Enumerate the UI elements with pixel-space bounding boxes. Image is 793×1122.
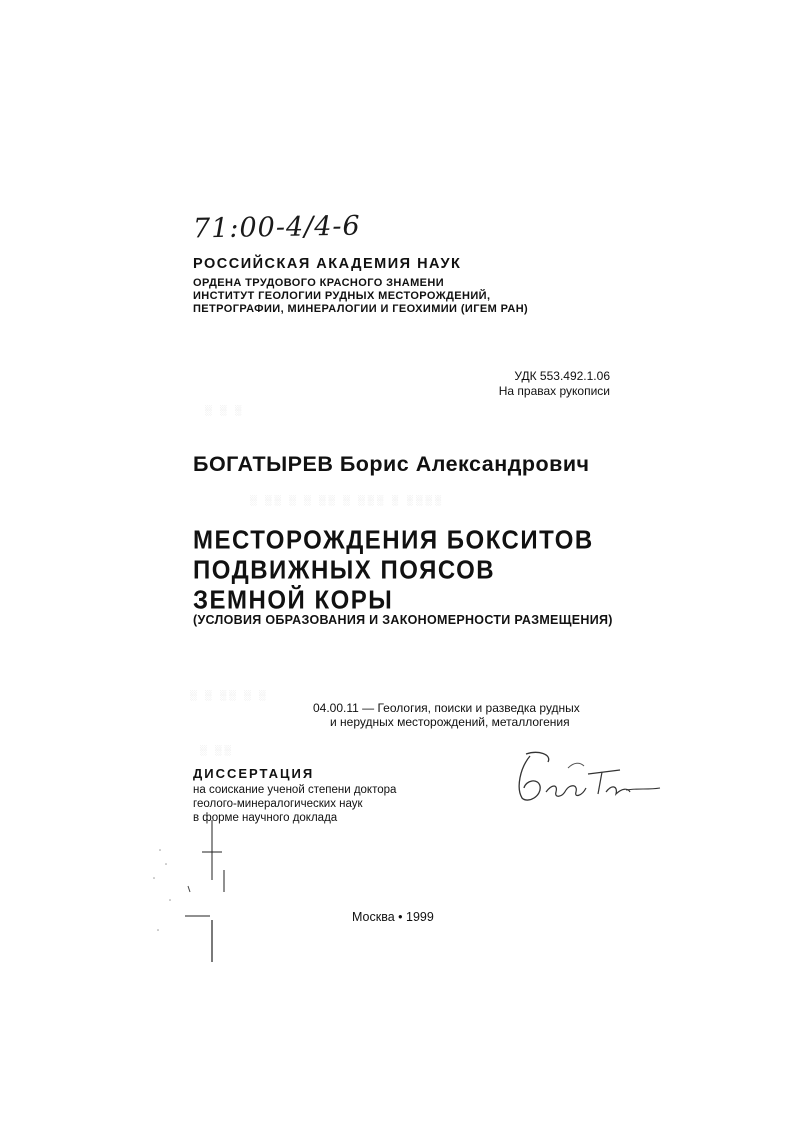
archive-code-handwritten: 71:00-4/4-6 (192, 210, 361, 245)
scan-noise: ░ ░░ ░ ░ ░░ ░ ░░░ ░ ░░░░ (250, 495, 445, 505)
specialty-line-1: 04.00.11 — Геология, поиски и разведка рудных (313, 701, 580, 715)
signature-icon (508, 748, 668, 808)
manuscript-note: На правах рукописи (498, 384, 610, 398)
margin-marks (140, 820, 250, 970)
title-subtitle: (УСЛОВИЯ ОБРАЗОВАНИЯ И ЗАКОНОМЕРНОСТИ РАЗМЕЩЕНИЯ) (193, 613, 613, 627)
place-and-year: Москва • 1999 (352, 910, 434, 924)
dissertation-heading: ДИССЕРТАЦИЯ (193, 766, 315, 781)
institute-line-2: ИНСТИТУТ ГЕОЛОГИИ РУДНЫХ МЕСТОРОЖДЕНИЙ, (193, 290, 491, 302)
udk-code: УДК 553.492.1.06 (514, 369, 610, 383)
institute-line-3: ПЕТРОГРАФИИ, МИНЕРАЛОГИИ И ГЕОХИМИИ (ИГЕМ РАН) (193, 303, 529, 315)
scan-noise: ░ ░ ░░ ░ ░ (190, 690, 269, 700)
dissertation-line-2: геолого-минералогических наук (193, 798, 363, 810)
scan-noise: ░ ░ ░ (205, 405, 245, 415)
dissertation-line-1: на соискание ученой степени доктора (193, 784, 397, 796)
scan-noise: ░ ░░ (200, 745, 234, 755)
academy-name: РОССИЙСКАЯ АКАДЕМИЯ НАУК (193, 256, 462, 272)
dissertation-line-3: в форме научного доклада (193, 812, 338, 824)
title-line-2: ПОДВИЖНЫХ ПОЯСОВ (193, 556, 496, 585)
author-name: БОГАТЫРЕВ Борис Александрович (193, 452, 590, 476)
institute-line-1: ОРДЕНА ТРУДОВОГО КРАСНОГО ЗНАМЕНИ (193, 277, 445, 289)
specialty-line-2: и нерудных месторождений, металлогения (330, 715, 570, 729)
title-line-3: ЗЕМНОЙ КОРЫ (193, 586, 394, 615)
title-line-1: МЕСТОРОЖДЕНИЯ БОКСИТОВ (193, 526, 594, 555)
